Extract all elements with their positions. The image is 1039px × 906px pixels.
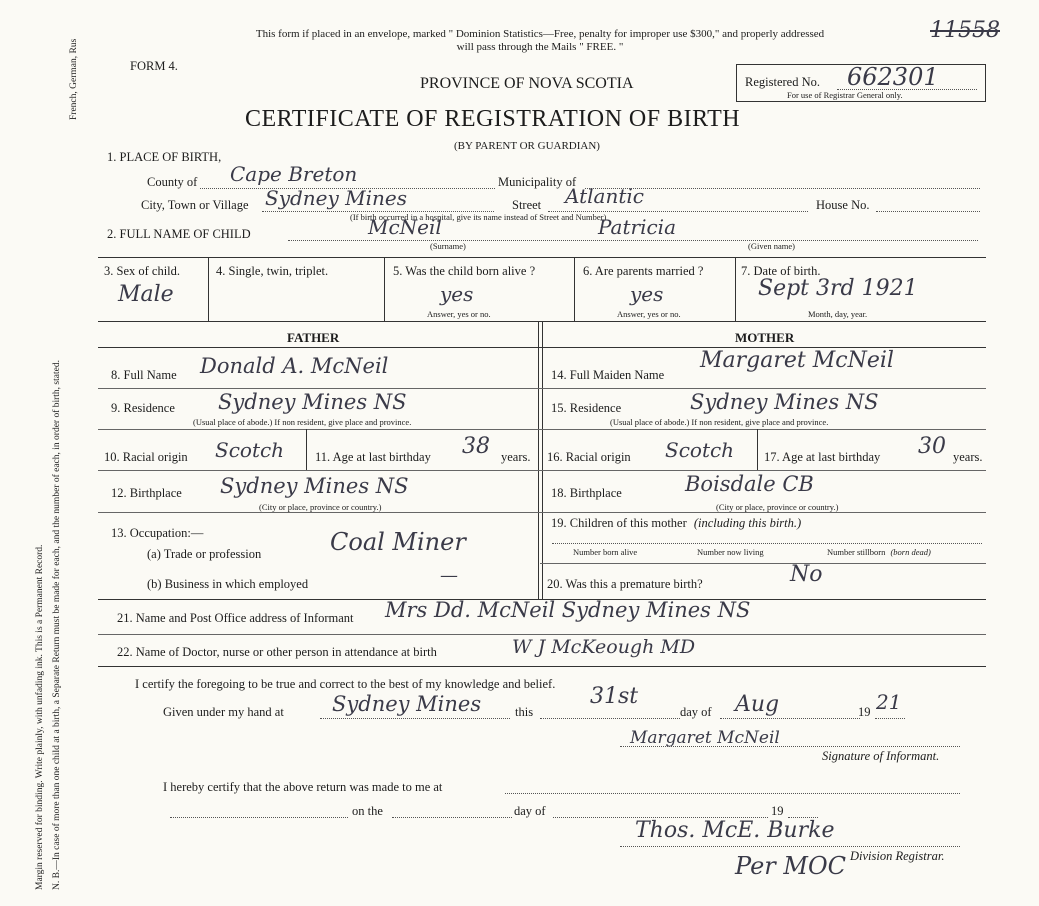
date-of-birth-caption: Month, day, year.: [808, 309, 868, 319]
mother-age-label: 17. Age at last birthday: [764, 450, 881, 464]
stillborn-caption: [827, 547, 931, 557]
mother-name-label: 14. Full Maiden Name: [551, 368, 665, 382]
place-of-birth-label: 1. PLACE OF BIRTH,: [107, 150, 222, 164]
parents-married-value: yes: [630, 282, 664, 306]
date-of-birth-label: 7. Date of birth.: [741, 264, 821, 278]
margin-note-languages: French, German, Rus: [69, 38, 79, 120]
city-value: Sydney Mines: [265, 186, 408, 210]
child-surname-value: McNeil: [368, 215, 442, 239]
informant-label: 21. Name and Post Office address of Informant: [117, 611, 354, 625]
father-residence-label: 9. Residence: [111, 401, 175, 415]
registrar-signature-value: Thos. McE. Burke: [635, 818, 835, 843]
father-heading: FATHER: [287, 330, 340, 345]
mother-residence-label: 15. Residence: [551, 401, 622, 415]
stillborn-caption-italic: (born dead): [890, 547, 931, 557]
certify-year-value: 21: [876, 690, 902, 714]
mother-name-value: Margaret McNeil: [700, 348, 894, 373]
children-label-text: 19. Children of this mother: [551, 516, 687, 530]
registrar-day-of-label: day of: [514, 804, 546, 818]
occupation-label: 13. Occupation:—: [111, 526, 204, 540]
given-place-value: Sydney Mines: [332, 692, 482, 716]
certify-month-value: Aug: [735, 692, 780, 717]
premature-label: 20. Was this a premature birth?: [547, 577, 703, 591]
now-living-caption: Number now living: [697, 547, 764, 557]
born-alive-label: 5. Was the child born alive ?: [393, 264, 536, 278]
mother-heading: MOTHER: [735, 330, 795, 345]
city-label: City, Town or Village: [141, 198, 249, 212]
mother-age-value: 30: [918, 434, 946, 459]
given-under-label: Given under my hand at: [163, 705, 284, 719]
certificate-subtitle: (BY PARENT OR GUARDIAN): [454, 140, 600, 152]
informant-signature-value: Margaret McNeil: [630, 728, 780, 748]
mother-racial-value: Scotch: [665, 438, 735, 462]
father-age-value: 38: [462, 434, 490, 459]
municipality-label: Municipality of: [498, 175, 577, 189]
parents-married-caption: Answer, yes or no.: [617, 309, 681, 319]
registrar-note: For use of Registrar General only.: [787, 90, 903, 100]
doctor-value: W J McKeough MD: [512, 636, 696, 658]
father-racial-value: Scotch: [215, 438, 285, 462]
sex-label: 3. Sex of child.: [104, 264, 181, 278]
born-alive-value: yes: [440, 282, 474, 306]
division-registrar-caption: Division Registrar.: [850, 849, 945, 863]
trade-value: Coal Miner: [330, 528, 466, 556]
margin-note-multiple-births: N. B.—In case of more than one child at a birth, a Separate Return must be made for each, and the number of each, in order of birth, stated.: [52, 360, 62, 890]
informant-signature-caption: Signature of Informant.: [822, 749, 940, 763]
registered-label: Registered No.: [745, 75, 820, 89]
certify-day-of-label: day of: [680, 705, 712, 719]
father-racial-label: 10. Racial origin: [104, 450, 188, 464]
date-of-birth-value: Sept 3rd 1921: [758, 276, 918, 301]
postal-notice-line1: This form if placed in an envelope, marked " Dominion Statistics—Free, penalty for improper use $300," and properly addressed: [255, 28, 825, 40]
registrar-statement: I hereby certify that the above return was made to me at: [163, 780, 443, 794]
street-label: Street: [512, 198, 542, 212]
business-label: (b) Business in which employed: [147, 577, 309, 591]
father-age-label: 11. Age at last birthday: [315, 450, 431, 464]
mother-residence-value: Sydney Mines NS: [690, 390, 879, 414]
registered-box: [736, 64, 986, 102]
street-value: Atlantic: [565, 184, 644, 208]
surname-caption: (Surname): [430, 241, 466, 251]
parents-married-label: 6. Are parents married ?: [583, 264, 704, 278]
informant-value: Mrs Dd. McNeil Sydney Mines NS: [385, 598, 751, 622]
father-birthplace-label: 12. Birthplace: [111, 486, 182, 500]
mother-birthplace-label: 18. Birthplace: [551, 486, 622, 500]
mother-residence-caption: (Usual place of abode.) If non resident, give place and province.: [610, 417, 829, 427]
form-number: FORM 4.: [130, 59, 178, 73]
stamp-number: 11558: [930, 18, 1000, 43]
father-residence-value: Sydney Mines NS: [218, 390, 407, 414]
trade-label: (a) Trade or profession: [147, 547, 262, 561]
born-alive-caption: Answer, yes or no.: [427, 309, 491, 319]
mother-birthplace-caption: (City or place, province or country.): [716, 502, 839, 512]
certify-day-value: 31st: [590, 684, 639, 709]
given-caption: (Given name): [748, 241, 795, 251]
child-name-label: 2. FULL NAME OF CHILD: [107, 227, 251, 241]
father-birthplace-value: Sydney Mines NS: [220, 474, 409, 498]
margin-note-ink: Margin reserved for binding. Write plainly, with unfading ink. This is a Permanent Record.: [35, 544, 45, 890]
county-value: Cape Breton: [230, 162, 358, 186]
this-label: this: [515, 705, 534, 719]
father-years-label: years.: [501, 450, 531, 464]
registrar-year-prefix: 19: [771, 804, 784, 818]
born-alive-count-caption: Number born alive: [573, 547, 638, 557]
postal-notice-line2: will pass through the Mails " FREE. ": [456, 41, 624, 53]
father-name-label: 8. Full Name: [111, 368, 177, 382]
premature-value: No: [790, 562, 823, 587]
certificate-title: CERTIFICATE OF REGISTRATION OF BIRTH: [245, 106, 741, 132]
certify-statement: I certify the foregoing to be true and correct to the best of my knowledge and belief.: [135, 677, 556, 691]
children-label: [551, 516, 801, 531]
registrar-per-value: Per MOC: [735, 852, 846, 880]
binding-margin: [0, 0, 95, 906]
business-value: —: [440, 565, 458, 586]
mother-racial-label: 16. Racial origin: [547, 450, 631, 464]
county-label: County of: [147, 175, 198, 189]
children-label-italic: (including this birth.): [693, 516, 802, 530]
province-heading: PROVINCE OF NOVA SCOTIA: [420, 75, 634, 92]
doctor-label: 22. Name of Doctor, nurse or other person in attendance at birth: [117, 645, 437, 659]
hospital-note: (If birth occurred in a hospital, give its name instead of Street and Number): [350, 212, 607, 222]
father-name-value: Donald A. McNeil: [200, 354, 389, 378]
child-given-value: Patricia: [598, 215, 676, 239]
father-residence-caption: (Usual place of abode.) If non resident, give place and province.: [193, 417, 412, 427]
postal-notice: [190, 28, 890, 54]
father-birthplace-caption: (City or place, province or country.): [259, 502, 382, 512]
single-twin-label: 4. Single, twin, triplet.: [216, 264, 329, 278]
mother-birthplace-value: Boisdale CB: [685, 472, 814, 496]
stillborn-caption-text: Number stillborn: [827, 547, 886, 557]
certify-year-prefix: 19: [858, 705, 871, 719]
house-no-label: House No.: [816, 198, 870, 212]
registrar-on-the-label: on the: [352, 804, 383, 818]
mother-years-label: years.: [953, 450, 983, 464]
sex-value: Male: [118, 282, 174, 307]
registered-value: 662301: [847, 63, 939, 91]
